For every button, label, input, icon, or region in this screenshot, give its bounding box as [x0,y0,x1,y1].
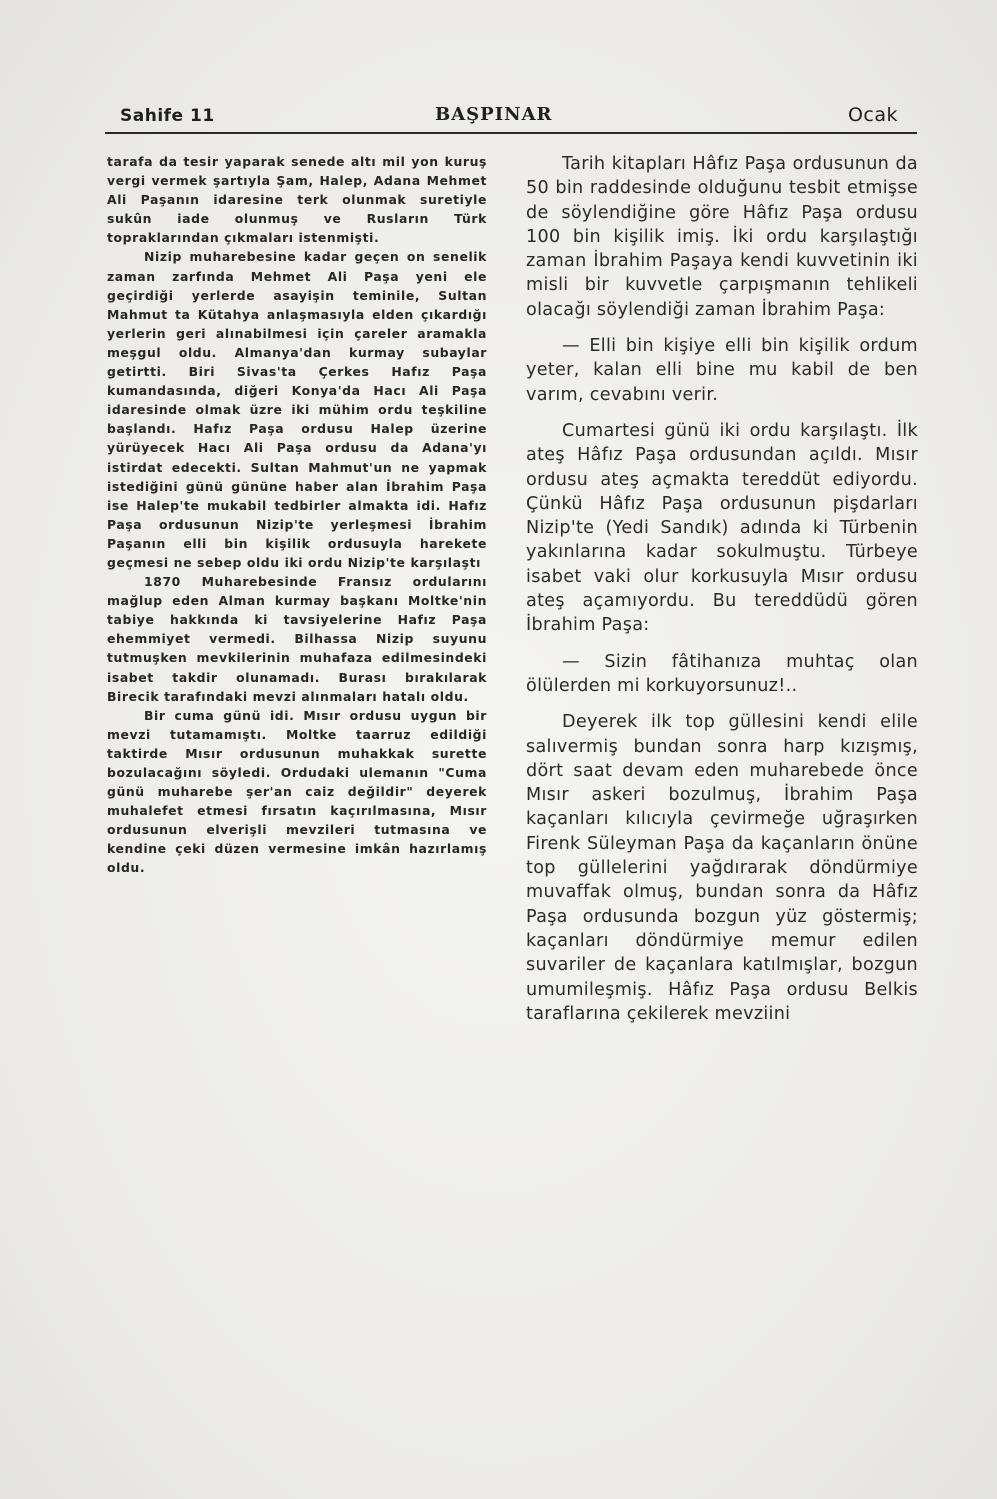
publication-title: BAŞPINAR [435,104,553,125]
left-paragraph: tarafa da tesir yaparak senede altı mil yon kuruş vergi vermek şartıyla Şam, Halep, Adana Mehmet Ali Paşanın idaresine terk olunmak suretiyle sukûn iade olunmuş ve Rusların Türk topraklarından çıkmaları istenmişti. [107,154,487,246]
issue-month: Ocak [847,104,898,126]
right-paragraph: Tarih kitapları Hâfız Paşa ordusunun da 50 bin raddesinde olduğunu tesbit etmişse de söylendiğine göre Hâfız Paşa ordusu 100 bin kişilik imiş. İki ordu karşılaştığı zaman İbrahim Paşaya kendi kuvvetinin iki misli bir kuvvetle çarpışmanın tehlikeli olacağı söylendiği zaman İbrahim Paşa: [526,154,918,320]
page-header [120,104,916,132]
page-number-label: Sahife 11 [120,106,215,126]
left-column [107,152,487,878]
left-paragraph: Bir cuma günü idi. Mısır ordusu uygun bir mevzi tutamamıştı. Moltke taarruz edildiği taktirde Mısır ordusunun muhakkak surette bozulacağını söyledi. Ordudaki ulemanın "Cuma günü muharebe şer'an caiz değildir" deyerek muhalefet etmesi fırsatın kaçırılmasına, Mısır ordusunun elverişli mevzileri tutmasına ve kendine çeki düzen vermesine imkân hazırlamış oldu. [107,707,487,876]
right-paragraph: — Sizin fâtihanıza muhtaç olan ölülerden mi korkuyorsunuz!.. [526,651,918,696]
right-paragraph: Deyerek ilk top güllesini kendi elile salıvermiş bundan sonra harp kızışmış, dört saat devam eden muharebede önce Mısır askeri bozulmuş, İbrahim Paşa kaçanları kılıcıyla çevirmeğe uğraşırken Firenk Süleyman Paşa da kaçanların önüne top güllelerini yağdırarak döndürmiye muvaffak olmuş, bundan sonra da Hâfız Paşa ordusunda bozgun yüz göstermiş; kaçanları döndürmiye memur edilen suvariler de kaçanlara katılmışlar, bozgun umumileşmiş. Hâfız Paşa ordusu Belkis taraflarına çekilerek mevziini [526,712,918,1024]
left-paragraph: 1870 Muharebesinde Fransız ordularını mağlup eden Alman kurmay başkanı Moltke'nin tabiye hakkında ki tavsiyelerine Hafız Paşa ehemmiyet vermedi. Bilhassa Nizip suyunu tutmuşken mevkilerinin muhafaza edilmesindeki isabet takdir olunamadı. Burası bırakılarak Birecik tarafındaki mevzi alınmaları hatalı oldu. [107,574,487,704]
right-paragraph: Cumartesi günü iki ordu karşılaştı. İlk ateş Hâfız Paşa ordusundan açıldı. Mısır ordusu ateş açmakta tereddüt ediyordu. Çünkü Hâfız Paşa ordusunun pişdarları Nizip'te (Yedi Sandık) adında ki Türbenin yakınlarına kadar sokulmuştu. Türbeye isabet vaki olur korkusuyla Mısır ordusu ateş açamıyordu. Bu tereddüdü gören İbrahim Paşa: [526,420,918,636]
right-paragraph: — Elli bin kişiye elli bin kişilik ordum yeter, kalan elli bine mu kabil de ben varım, cevabını verir. [526,336,918,405]
left-paragraph: Nizip muharebesine kadar geçen on senelik zaman zarfında Mehmet Ali Paşa yeni ele geçirdiği yerlerde asayişin teminile, Sultan Mahmut ta Kütahya anlaşmasıyla elden çıkardığı yerlerin geri alınabilmesi için çareler aramakla meşgul oldu. Almanya'dan kurmay subaylar getirtti. Biri Sivas'ta Çerkes Hafız Paşa kumandasında, diğeri Konya'da Hacı Ali Paşa idaresinde olmak üzre iki mühim ordu teşkiline başlandı. Hafız Paşa ordusu Halep üzerine yürüyecek Hacı Ali Paşa ordusu da Adana'yı istirdat edecekti. Sultan Mahmut'un ne yapmak istediğini günü gününe haber alan İbrahim Paşa ise Halep'te mukabil tedbirler almakta idi. Hafız Paşa ordusunun Nizip'te yerleşmesi İbrahim Paşanın elli bin kişilik ordusuyla harekete geçmesi ne sebep oldu iki ordu Nizip'te karşılaştı [107,249,487,570]
right-column [526,152,918,1026]
header-divider [105,132,917,134]
